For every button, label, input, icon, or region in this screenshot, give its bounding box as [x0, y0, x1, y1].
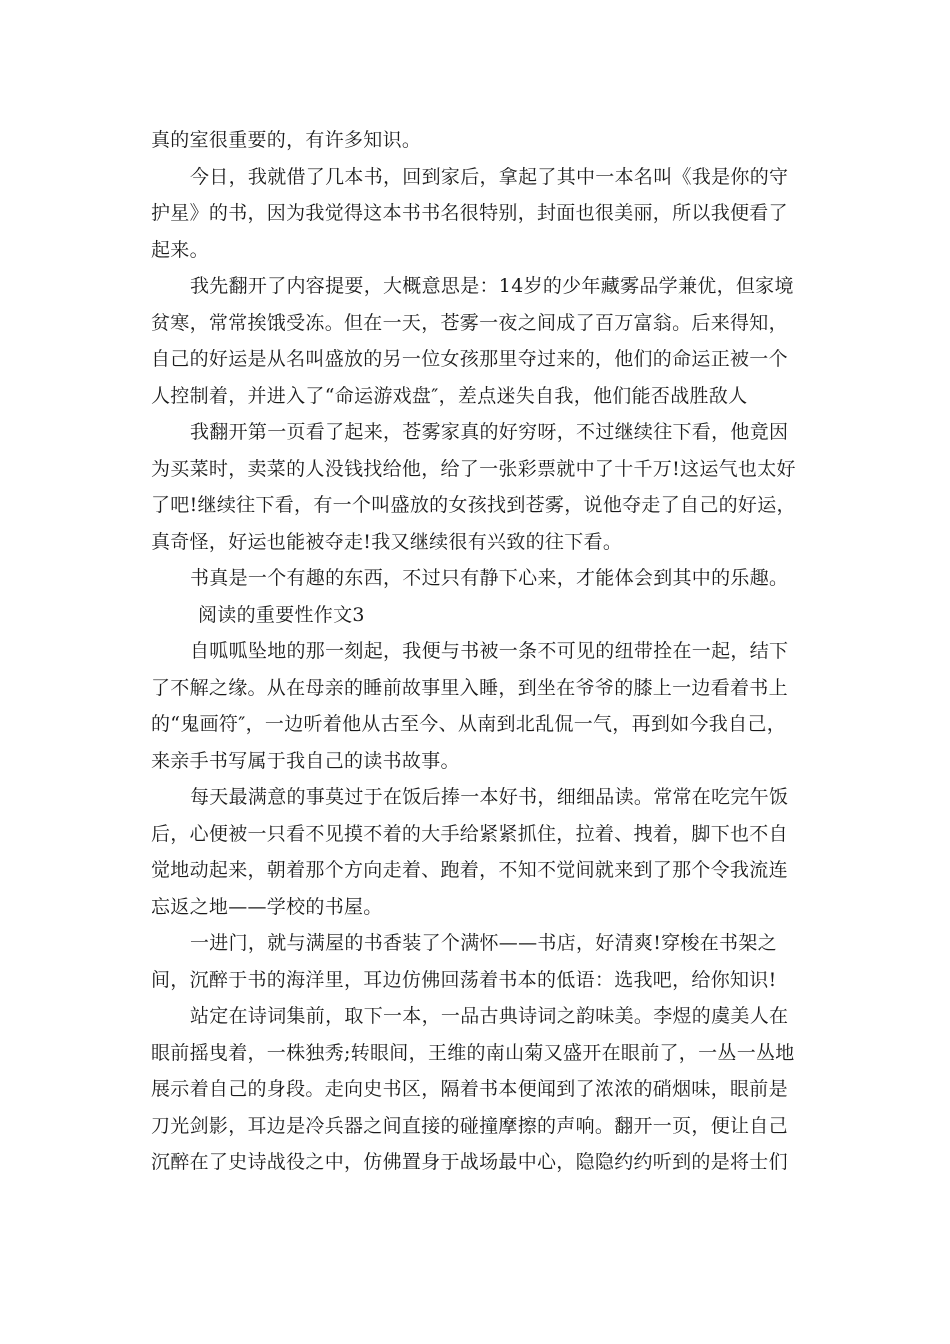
text-line: 我先翻开了内容提要，大概意思是：14岁的少年藏雾品学兼优，但家境	[190, 275, 794, 297]
article-body	[151, 122, 801, 1181]
text-line: 我翻开第一页看了起来，苍雾家真的好穷呀，不过继续往下看，他竟因	[190, 421, 789, 443]
text-line: 后，心便被一只看不见摸不着的大手给紧紧抓住，拉着、拽着，脚下也不自	[151, 822, 788, 845]
text-line: 真奇怪，好运也能被夺走!我又继续很有兴致的往下看。	[151, 530, 623, 553]
text-line: 每天最满意的事莫过于在饭后捧一本好书，细细品读。常常在吃完午饭	[190, 786, 789, 808]
text-line: 人控制着，并进入了“命运游戏盘″，差点迷失自我，他们能否战胜敌人	[151, 384, 748, 407]
text-line: 眼前摇曳着，一株独秀;转眼间，王维的南山菊又盛开在眼前了，一丛一丛地	[151, 1041, 795, 1064]
text-line: 贫寒，常常挨饿受冻。但在一天，苍雾一夜之间成了百万富翁。后来得知，	[151, 311, 788, 334]
text-line: 展示着自己的身段。走向史书区，隔着书本便闻到了浓浓的硝烟味，眼前是	[151, 1078, 788, 1100]
text-line: 一进门，就与满屋的书香装了个满怀——书店，好清爽!穿梭在书架之	[190, 932, 777, 954]
text-line: 觉地动起来，朝着那个方向走着、跑着，不知不觉间就来到了那个令我流连	[151, 859, 788, 881]
text-line: 书真是一个有趣的东西，不过只有静下心来，才能体会到其中的乐趣。	[190, 567, 789, 589]
text-line: 来亲手书写属于我自己的读书故事。	[151, 749, 460, 772]
text-line: 沉醉在了史诗战役之中，仿佛置身于战场最中心，隐隐约约听到的是将士们	[151, 1151, 788, 1173]
text-line: 起来。	[151, 238, 209, 261]
text-line: 护星》的书，因为我觉得这本书书名很特别，封面也很美丽，所以我便看了	[151, 202, 788, 224]
text-line: 忘返之地——学校的书屋。	[151, 895, 383, 918]
text-line: 间，沉醉于书的海洋里，耳边仿佛回荡着书本的低语：选我吧，给你知识!	[151, 968, 777, 991]
text-line: 自己的好运是从名叫盛放的另一位女孩那里夺过来的，他们的命运正被一个	[151, 348, 788, 370]
text-line: 刀光剑影，耳边是冷兵器之间直接的碰撞摩擦的声响。翻开一页，便让自己	[151, 1114, 788, 1137]
text-line: 真的室很重要的，有许多知识。	[151, 129, 422, 151]
text-line: 了不解之缘。从在母亲的睡前故事里入睡，到坐在爷爷的膝上一边看着书上	[151, 676, 788, 699]
text-line: 自呱呱坠地的那一刻起，我便与书被一条不可见的纽带拴在一起，结下	[190, 640, 789, 662]
text-line: 为买菜时，卖菜的人没钱找给他，给了一张彩票就中了十千万!这运气也太好	[151, 457, 796, 480]
text-line: 今日，我就借了几本书，回到家后，拿起了其中一本名叫《我是你的守	[190, 165, 789, 188]
text-line: 的“鬼画符″，一边听着他从古至今、从南到北乱侃一气，再到如今我自己，	[151, 713, 787, 735]
section-heading: 阅读的重要性作文3	[198, 603, 365, 626]
text-line: 站定在诗词集前，取下一本，一品古典诗词之韵味美。李煜的虞美人在	[190, 1005, 789, 1027]
text-line: 了吧!继续往下看，有一个叫盛放的女孩找到苍雾，说他夺走了自己的好运，	[151, 494, 796, 516]
